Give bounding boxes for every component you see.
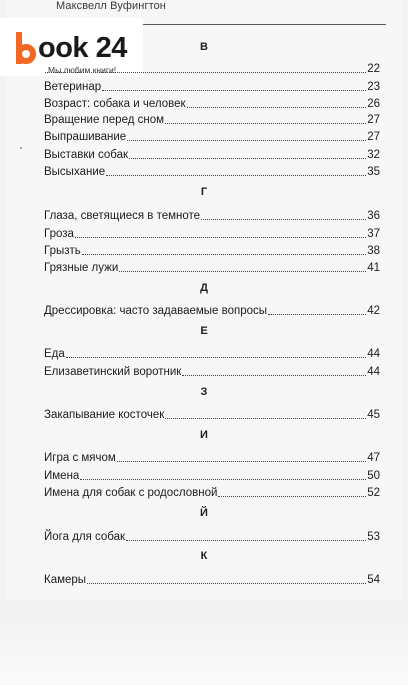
entry-page: 38 xyxy=(367,245,380,257)
leader-dots xyxy=(119,271,366,272)
entry-page: 45 xyxy=(367,409,380,421)
entry-title: Выставки собак xyxy=(44,149,129,161)
entry-page: 26 xyxy=(367,98,380,110)
leader-dots xyxy=(129,158,366,159)
leader-dots xyxy=(165,418,366,419)
entry-page: 41 xyxy=(367,262,380,274)
leader-dots xyxy=(45,72,366,73)
index-entry xyxy=(44,209,380,223)
index-letter-g: Г xyxy=(200,186,208,198)
entry-title: Вращение перед сном xyxy=(44,114,165,126)
entry-title: Возраст: собака и человек xyxy=(44,98,186,110)
index-entry xyxy=(44,97,380,111)
entry-title: Имена для собак с родословной xyxy=(44,487,218,499)
index-entry xyxy=(44,347,380,361)
leader-dots xyxy=(66,357,366,358)
entry-title: Йога для собак xyxy=(44,531,126,543)
index-entry xyxy=(44,227,380,241)
leader-dots xyxy=(82,254,366,255)
entry-page: 32 xyxy=(367,149,380,161)
entry-page: 50 xyxy=(367,470,380,482)
entry-title: Высыхание xyxy=(44,166,106,178)
entry-title: Глаза, светящиеся в темноте xyxy=(44,210,201,222)
leader-dots xyxy=(182,375,366,376)
entry-page: 27 xyxy=(367,114,380,126)
page-bottom-margin xyxy=(0,600,408,685)
index-entry xyxy=(44,130,380,144)
index-letter-d: Д xyxy=(200,282,208,294)
index-entry xyxy=(44,113,380,127)
entry-title: Елизаветинский воротник xyxy=(44,366,182,378)
leader-dots xyxy=(106,175,366,176)
entry-page: 37 xyxy=(367,228,380,240)
index-entry xyxy=(44,408,380,422)
entry-page: 35 xyxy=(367,166,380,178)
leader-dots xyxy=(102,90,366,91)
entry-title: Еда xyxy=(44,348,65,360)
entry-page: 54 xyxy=(367,574,380,586)
index-entry xyxy=(44,261,380,275)
leader-dots xyxy=(268,314,366,315)
margin-speck xyxy=(20,147,22,149)
logo-brand-text: ook 24 xyxy=(38,32,127,64)
index-entry xyxy=(44,80,380,94)
entry-title: Грязные лужи xyxy=(44,262,119,274)
entry-title: Гроза xyxy=(44,228,74,240)
index-entry xyxy=(44,244,380,258)
index-letter-i: И xyxy=(200,429,208,441)
entry-title: Камеры xyxy=(44,574,87,586)
leader-dots xyxy=(80,479,366,480)
entry-page: 42 xyxy=(367,305,380,317)
index-letter-e: Е xyxy=(200,325,208,337)
entry-title: Игра с мячом xyxy=(44,452,116,464)
leader-dots xyxy=(187,107,367,108)
index-entry xyxy=(44,486,380,500)
index-entry xyxy=(44,304,380,318)
entry-page: 27 xyxy=(367,131,380,143)
entry-page: 53 xyxy=(367,531,380,543)
leader-dots xyxy=(75,237,366,238)
entry-page: 44 xyxy=(367,366,380,378)
entry-page: 52 xyxy=(367,487,380,499)
index-entry xyxy=(44,365,380,379)
index-entry xyxy=(44,62,380,76)
leader-dots xyxy=(127,140,366,141)
leader-dots xyxy=(87,583,366,584)
logo-tagline: Мы любим книги! xyxy=(48,65,117,75)
leader-dots xyxy=(165,123,366,124)
entry-title: Имена xyxy=(44,470,80,482)
index-entry xyxy=(44,451,380,465)
leader-dots xyxy=(117,461,366,462)
entry-page: 47 xyxy=(367,452,380,464)
entry-page: 36 xyxy=(367,210,380,222)
index-entry xyxy=(44,530,380,544)
index-entry xyxy=(44,148,380,162)
index-entry xyxy=(44,165,380,179)
index-letter-k: К xyxy=(200,550,208,562)
entry-title: Грызть xyxy=(44,245,81,257)
entry-title: Выпрашивание xyxy=(44,131,127,143)
leader-dots xyxy=(126,540,366,541)
index-entry xyxy=(44,573,380,587)
entry-title: Дрессировка: часто задаваемые вопросы xyxy=(44,305,268,317)
index-letter-v: В xyxy=(200,41,208,53)
index-letter-z: З xyxy=(200,386,208,398)
entry-title: Закапывание косточек xyxy=(44,409,165,421)
entry-page: 22 xyxy=(367,63,380,75)
entry-title: Ветеринар xyxy=(44,81,102,93)
entry-page: 23 xyxy=(367,81,380,93)
leader-dots xyxy=(218,496,366,497)
entry-page: 44 xyxy=(367,348,380,360)
leader-dots xyxy=(201,219,366,220)
index-letter-y: Й xyxy=(200,507,208,519)
index-entry xyxy=(44,469,380,483)
running-head: Максвелл Вуфингтон xyxy=(56,0,166,12)
